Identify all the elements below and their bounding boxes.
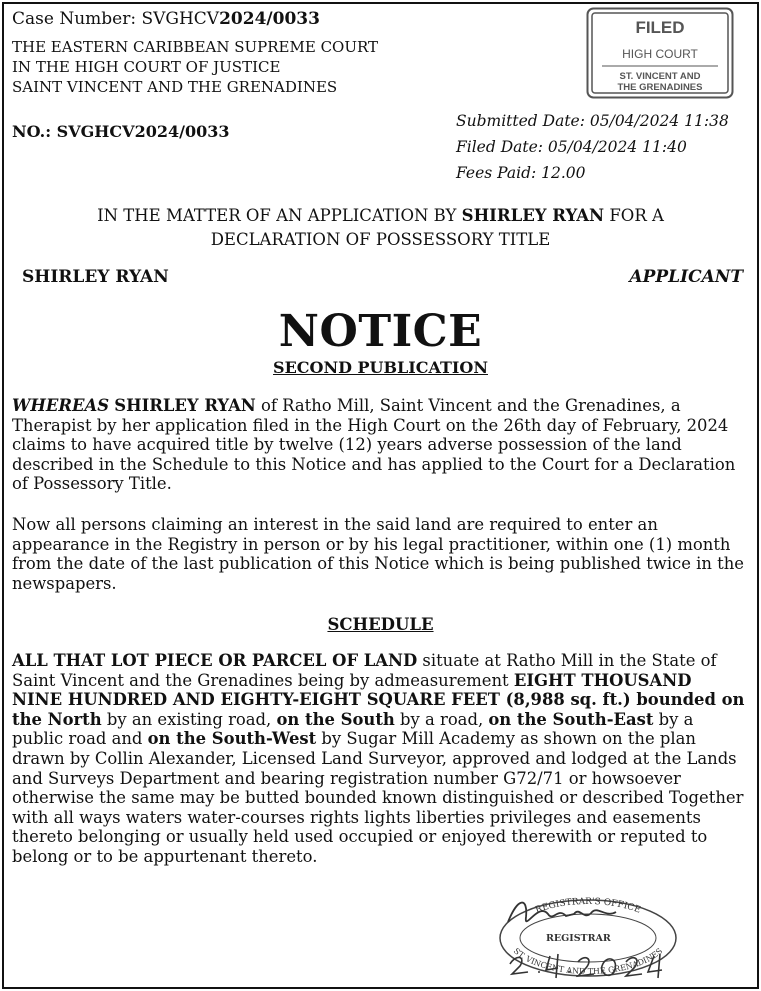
filed-stamp-place: ST. VINCENT AND <box>619 71 701 82</box>
filing-metadata <box>456 108 729 186</box>
fees-paid: Fees Paid: 12.00 <box>456 164 586 182</box>
whereas-paragraph: WHEREAS SHIRLEY RYAN of Ratho Mill, Saint Vincent and the Grenadines, a Therapist by her application filed in the High Court on the 26th day of February, 2024 claims to have acquired title by twelve (12) years adverse possession of the land described in the Schedule to this Notice and has applied to the Court for a Declaration of Possessory Title. <box>12 396 736 493</box>
schedule-heading: SCHEDULE <box>327 615 434 634</box>
schedule-paragraph: ALL THAT LOT PIECE OR PARCEL OF LAND situate at Ratho Mill in the State of Saint Vincent and the Grenadines being by admeasurement EIGHT THOUSAND NINE HUNDRED AND EIGHTY-EIGHT SQUARE FEET (8,988 sq. ft.) bounded on the North by an existing road, on the South by a road, on the South-East by a public road and on the South-West by Sugar Mill Academy as shown on the plan drawn by Collin Alexander, Licensed Land Surveyor, approved and lodged at the Lands and Surveys Department and bearing registration number G72/71 or howsoever otherwise the same may be butted bounded known distinguished or described Together with all ways waters water-courses rights lights liberties privileges and easements thereto belonging or usually held used occupied or enjoyed therewith or reputed to belong or to be appurtenant thereto. <box>12 651 745 866</box>
filed-stamp-title: FILED <box>635 18 685 37</box>
court-line: SAINT VINCENT AND THE GRENADINES <box>12 78 338 96</box>
svg-text:ST. VINCENT AND THE GRENADINES <box>512 946 664 976</box>
notice-subtitle: SECOND PUBLICATION <box>273 358 488 377</box>
court-line: IN THE HIGH COURT OF JUSTICE <box>12 58 281 76</box>
party-role: APPLICANT <box>629 267 743 287</box>
claim-number: NO.: SVGHCV2024/0033 <box>12 122 230 141</box>
seal-bottom-text: ST. VINCENT AND THE GRENADINES <box>511 946 665 977</box>
court-heading <box>12 37 378 97</box>
case-number: Case Number: SVGHCV2024/0033 <box>12 9 320 29</box>
filed-stamp-place: THE GRENADINES <box>617 82 703 93</box>
filed-date: Filed Date: 05/04/2024 11:40 <box>456 138 687 156</box>
registrar-seal <box>488 892 688 982</box>
svg-text:REGISTRAR'S OFFICE <box>534 897 642 916</box>
filed-stamp <box>586 7 734 99</box>
court-line: THE EASTERN CARIBBEAN SUPREME COURT <box>12 38 379 56</box>
seal-middle-text: REGISTRAR <box>546 933 611 944</box>
seal-top-text: REGISTRAR'S OFFICE <box>534 896 642 916</box>
matter-heading: IN THE MATTER OF AN APPLICATION BY SHIRLEY RYAN FOR A DECLARATION OF POSSESSORY TITLE <box>97 206 664 249</box>
submitted-date: Submitted Date: 05/04/2024 11:38 <box>456 112 729 130</box>
notice-paragraph: Now all persons claiming an interest in the said land are required to enter an appearance in the Registry in person or by his legal practitioner, within one (1) month from the date of the last publication of this Notice which is being published twice in the newspapers. <box>12 515 745 593</box>
notice-title: NOTICE <box>278 306 483 357</box>
party-name: SHIRLEY RYAN <box>22 267 169 287</box>
filed-stamp-court: HIGH COURT <box>622 47 698 61</box>
